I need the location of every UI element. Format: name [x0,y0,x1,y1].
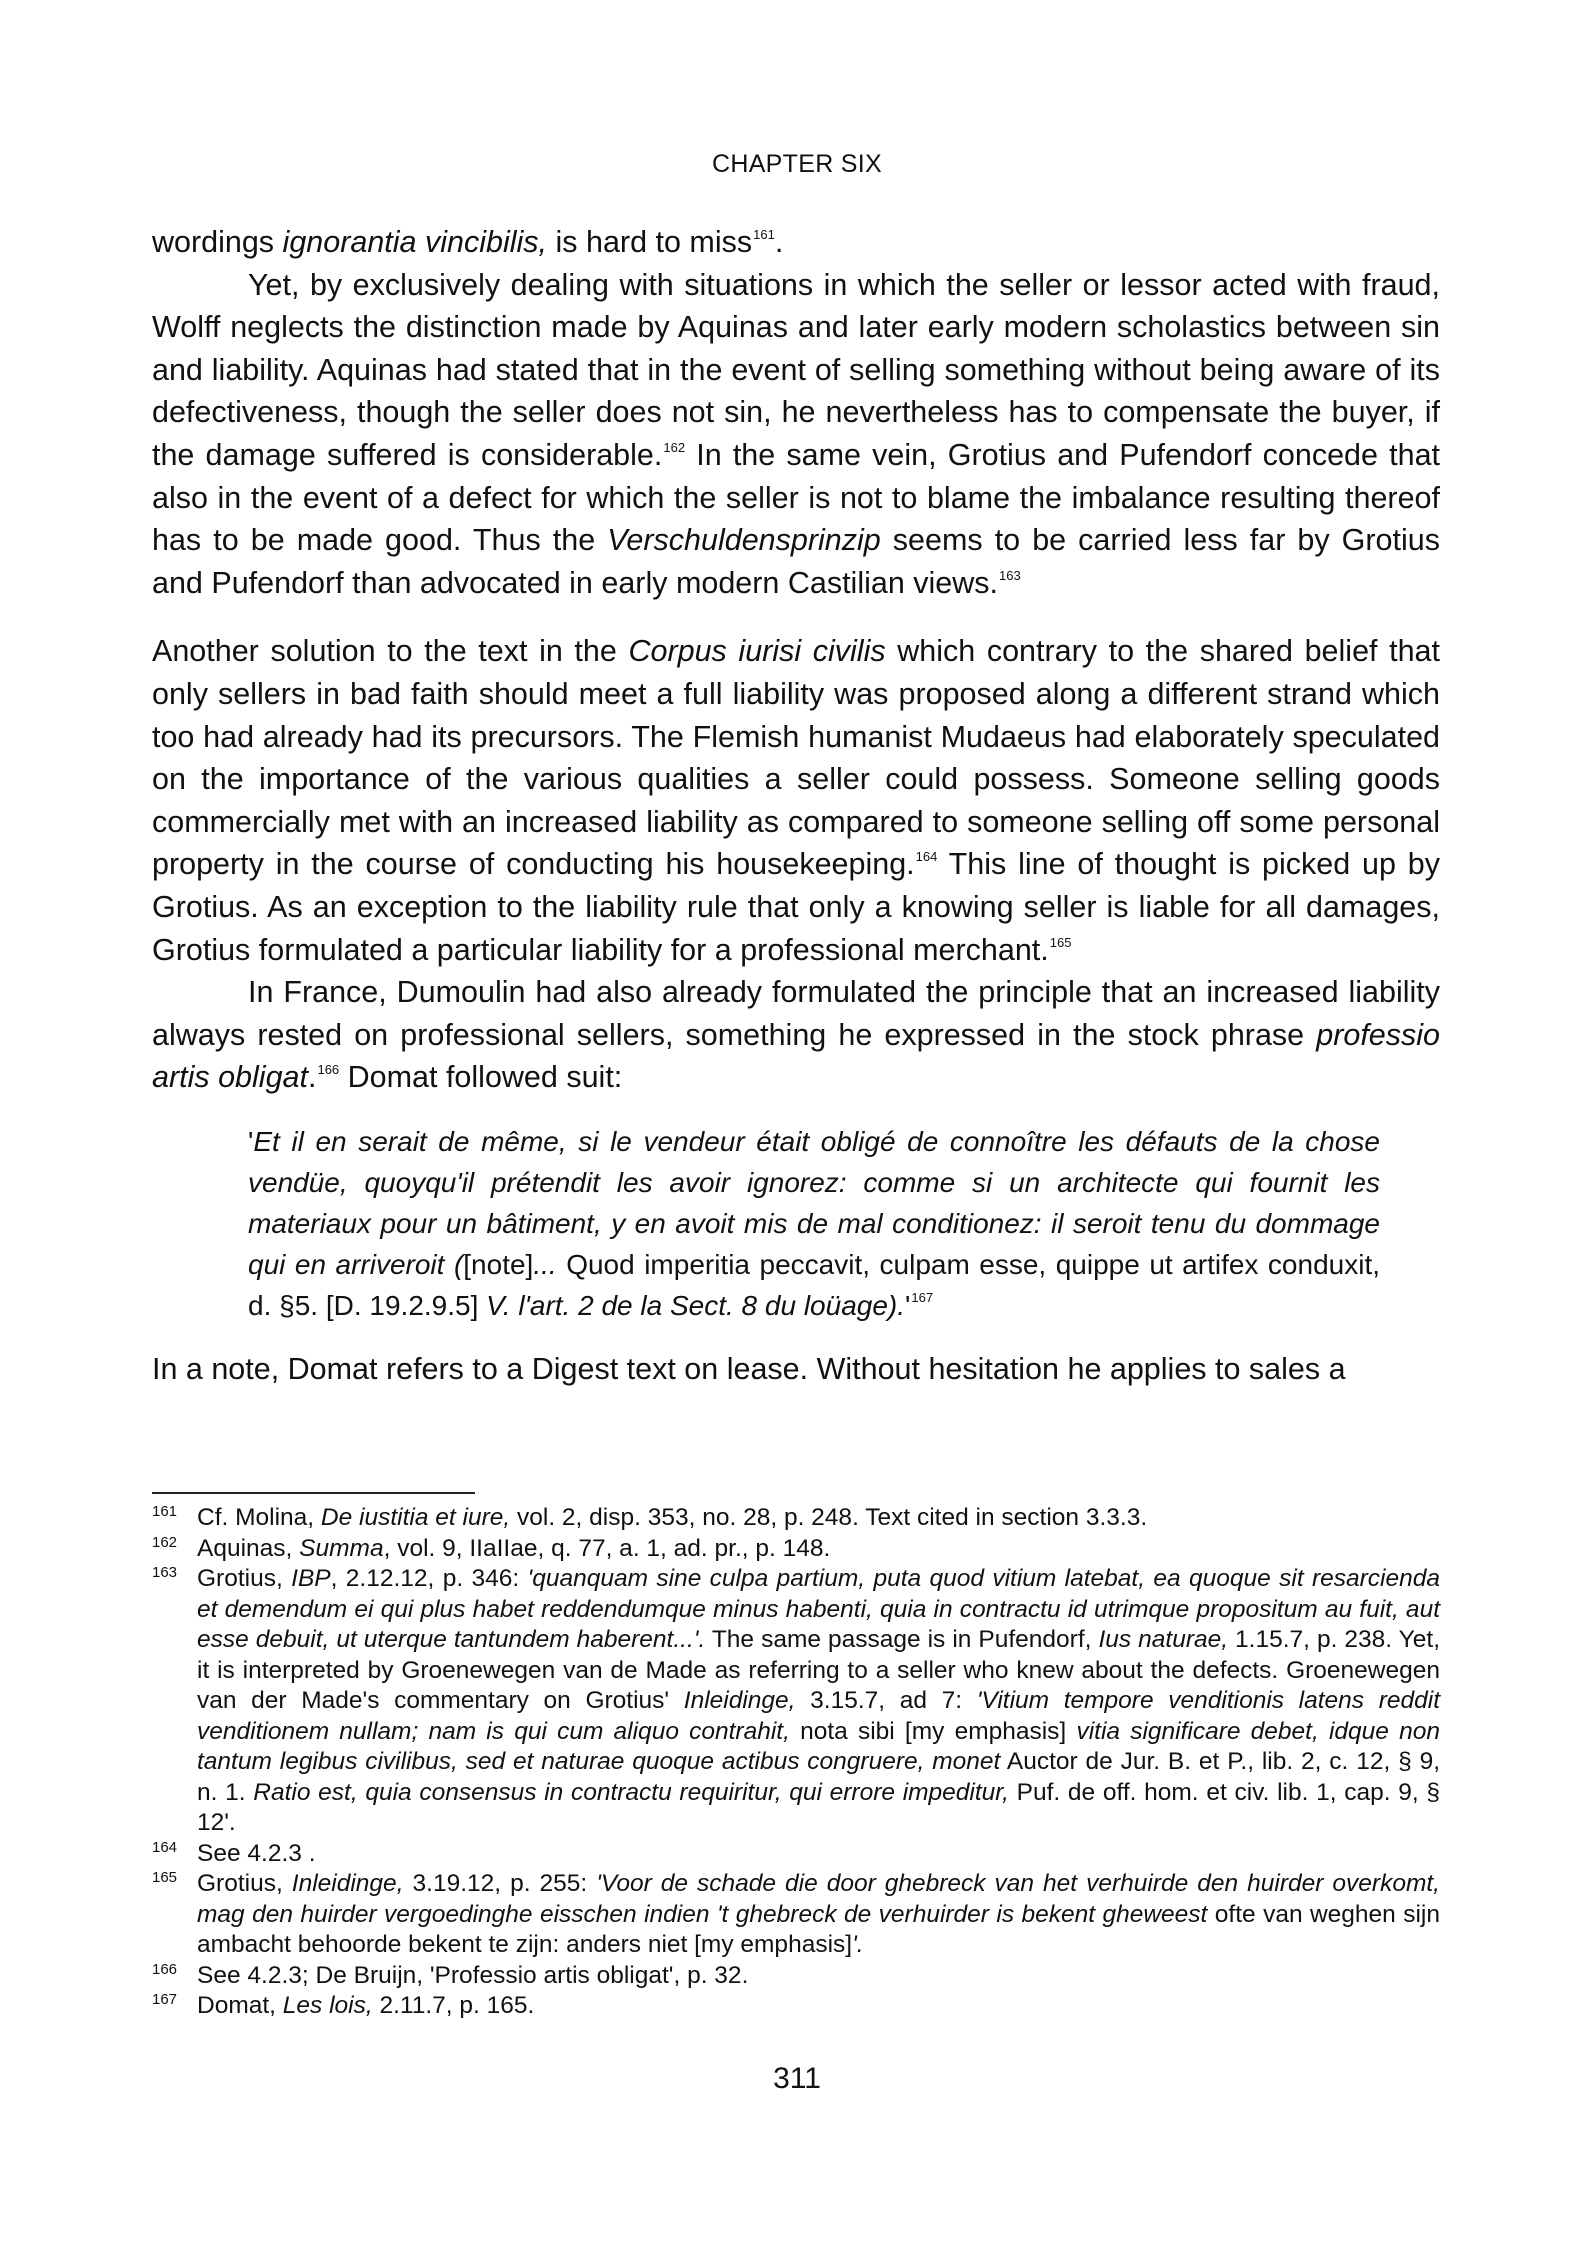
text-run: . [307,1060,317,1095]
paragraph [152,264,1440,605]
text-run: wordings [152,225,283,259]
footnote-text [197,1869,1440,1961]
text-run: The same passage is in Pufendorf, [705,1626,1099,1653]
text-run: which contrary to the shared belief that only sellers in bad faith should meet a full liability was proposed along a different strand which too had already had its precursors. The Flemish humanist Mudaeus had elaborately speculated on the importance of the various qualities a seller could possess. Someone selling goods commercially met with an increased liability as compared to someone selling off some personal property in the course of conducting his housekeeping. [152,634,1440,882]
footnote-reference[interactable]: 165 [1049,934,1072,950]
footnote-number: 167 [152,1991,178,2008]
running-head: CHAPTER SIX [712,150,882,178]
main-text [152,221,1440,1390]
text-run: nota sibi [my emphasis] [789,1717,1077,1745]
italic-text: 'Vitium tempore venditionis latens reddit venditionem nullam; nam is qui cum aliquo contrahit, [197,1687,1441,1745]
italic-text: Les lois, [282,1992,373,2019]
text-run: In a note, Domat refers to a Digest text on lease. Without hesitation he applies to sales a [152,1351,1346,1386]
text-run: , vol. 9, IIaIIae, q. 77, a. 1, ad. pr., p. 148. [383,1534,831,1562]
text-run: 3.15.7, ad 7: [795,1687,977,1714]
italic-text: Corpus iurisi civilis [628,634,886,669]
footnote-reference[interactable]: 162 [663,439,686,455]
italic-text: vitia significare debet, idque non tantum legibus civilibus, sed et naturae quoque actibus congruere, monet [197,1717,1440,1775]
text-run: Aquinas, [197,1534,300,1562]
text-run: Yet, by exclusively dealing with situations in which the seller or lessor acted with fraud, Wolff neglects the distinction made by Aquinas and later early modern scholastics between sin and liability. Aquinas had stated that in the event of selling something without being aware of its defectiveness, though the seller does not sin, he nevertheless has to compensate the buyer, if the damage suffered is considerable. [152,267,1440,472]
footnote-reference[interactable]: 163 [999,567,1021,583]
italic-text: 'quanquam sine culpa partium, puta quod vitium latebat, ea quoque sit resarcienda et demendum ei qui plus habet reddendumque minus habenti, quia in contractu id utrimque propositum au fuit, aut esse debuit, ut uterque tantundem haberent...'. [197,1565,1440,1653]
text-run: See 4.2.3; De Bruijn, 'Professio artis obligat', p. 32. [197,1961,749,1989]
text-run: Another solution to the text in the [152,634,629,669]
italic-text: V. l'art. 2 de la Sect. 8 du loüage). [486,1289,906,1321]
italic-text: Et il en serait de même, si le vendeur était obligé de connoître les défauts de la chose vendüe, quoyqu'il prétendit les avoir ignorez: comme si un architecte qui fournit les materiaux pour un bâtiment, y en avoit mis de mal conditionez: il seroit tenu du dommage qui en arriveroit ( [248,1125,1380,1280]
text-run: vol. 2, disp. 353, no. 28, p. 248. Text cited in section 3.3.3. [510,1504,1148,1531]
block-quote [248,1121,1380,1326]
footnote-number: 163 [152,1564,178,1581]
text-run: [note] [463,1248,534,1280]
italic-text: Ius naturae, [1098,1626,1229,1653]
page-number: 311 [773,2062,821,2095]
footnote-text [197,1839,1440,1870]
footnote [152,1869,1440,1961]
footnote-reference[interactable]: 166 [317,1062,340,1078]
footnotes [152,1503,1440,2022]
text-run: 1.15.7, p. 238. Yet, it is interpreted by Groenewegen van de Made as referring to a seller who knew about the defects. Groenewegen van der Made's commentary on Grotius' [197,1626,1440,1714]
italic-text: Inleidinge, [683,1687,796,1714]
paragraph [152,1348,1440,1391]
footnote [152,1503,1440,1534]
footnote [152,1564,1440,1839]
italic-text: Summa [299,1534,384,1562]
text-run: Grotius, [197,1870,292,1897]
text-run: Domat followed suit: [339,1060,623,1095]
paragraph [152,221,1440,264]
text-run: Domat, [197,1992,283,2019]
text-run: , 2.12.12, p. 346: [330,1565,528,1592]
paragraph [152,971,1440,1099]
text-run: Grotius, [197,1565,292,1592]
italic-text: '. [852,1931,864,1958]
footnote-text [197,1991,1440,2022]
italic-text: Inleidinge, [291,1870,404,1897]
footnote [152,1961,1440,1992]
text-run: In France, Dumoulin had also already formulated the principle that an increased liability always rested on professional sellers, something he expressed in the stock phrase [152,975,1440,1052]
italic-text: IBP [291,1565,331,1592]
footnote-text [197,1534,1440,1565]
text-run: See 4.2.3 . [197,1839,316,1867]
footnote-separator [152,1492,475,1494]
text-run: ' [905,1289,911,1321]
text-run: . [774,225,784,259]
footnote-text [197,1564,1440,1839]
text-run: This line of thought is picked up by Grotius. As an exception to the liability rule that only a knowing seller is liable for all damages, Grotius formulated a particular liability for a professional merchant. [152,847,1440,967]
footnote-number: 162 [152,1533,178,1551]
italic-text: ... [533,1248,557,1280]
footnote-number: 165 [152,1869,178,1886]
text-run: 2.11.7, p. 165. [372,1992,535,2019]
text-run: is hard to miss [547,225,753,259]
italic-text: Ratio est, quia consensus in contractu requiritur, qui errore impeditur, [253,1778,1009,1806]
text-run: Auctor de Jur. B. et P., lib. 2, c. 12, § 9, n. 1. [197,1748,1440,1806]
text-run: Cf. Molina, [197,1504,321,1531]
italic-text: De iustitia et iure, [320,1504,511,1531]
footnote [152,1839,1440,1870]
italic-text: Verschuldensprinzip [607,523,881,558]
footnote-text [197,1961,1440,1992]
footnote-number: 161 [152,1503,178,1520]
footnote-number: 166 [152,1960,178,1978]
text-run: seems to be carried less far by Grotius and Pufendorf than advocated in early modern Castilian views. [152,523,1440,600]
text-run: In the same vein, Grotius and Pufendorf concede that also in the event of a defect for which the seller is not to blame the imbalance resulting thereof has to be made good. Thus the [152,437,1441,558]
footnote-number: 164 [152,1838,178,1856]
text-run: ofte van weghen sijn ambacht behoorde bekent te zijn: anders niet [my emphasis] [197,1900,1440,1958]
text-run: 3.19.12, p. 255: [403,1870,597,1897]
text-run: Puf. de off. hom. et civ. lib. 1, cap. 9, § 12'. [197,1778,1440,1836]
italic-text: ignorantia vincibilis, [282,225,548,259]
footnote [152,1991,1440,2022]
footnote [152,1534,1440,1565]
footnote-reference[interactable]: 161 [753,227,775,242]
paragraph [152,630,1440,971]
footnote-reference[interactable]: 167 [911,1289,934,1305]
footnote-reference[interactable]: 164 [915,849,938,865]
footnote-text [197,1503,1440,1534]
italic-text: professio artis obligat [152,1017,1440,1095]
text-run: ' [248,1125,254,1157]
italic-text: 'Voor de schade die door ghebreck van het verhuirde den huirder overkomt, mag den huirder vergoedinghe eisschen indien 't ghebreck de verhuirder is bekent gheweest [197,1870,1440,1928]
text-run: Quod imperitia peccavit, culpam esse, quippe ut artifex conduxit, d. §5. [D. 19.2.9.5] [248,1248,1380,1321]
